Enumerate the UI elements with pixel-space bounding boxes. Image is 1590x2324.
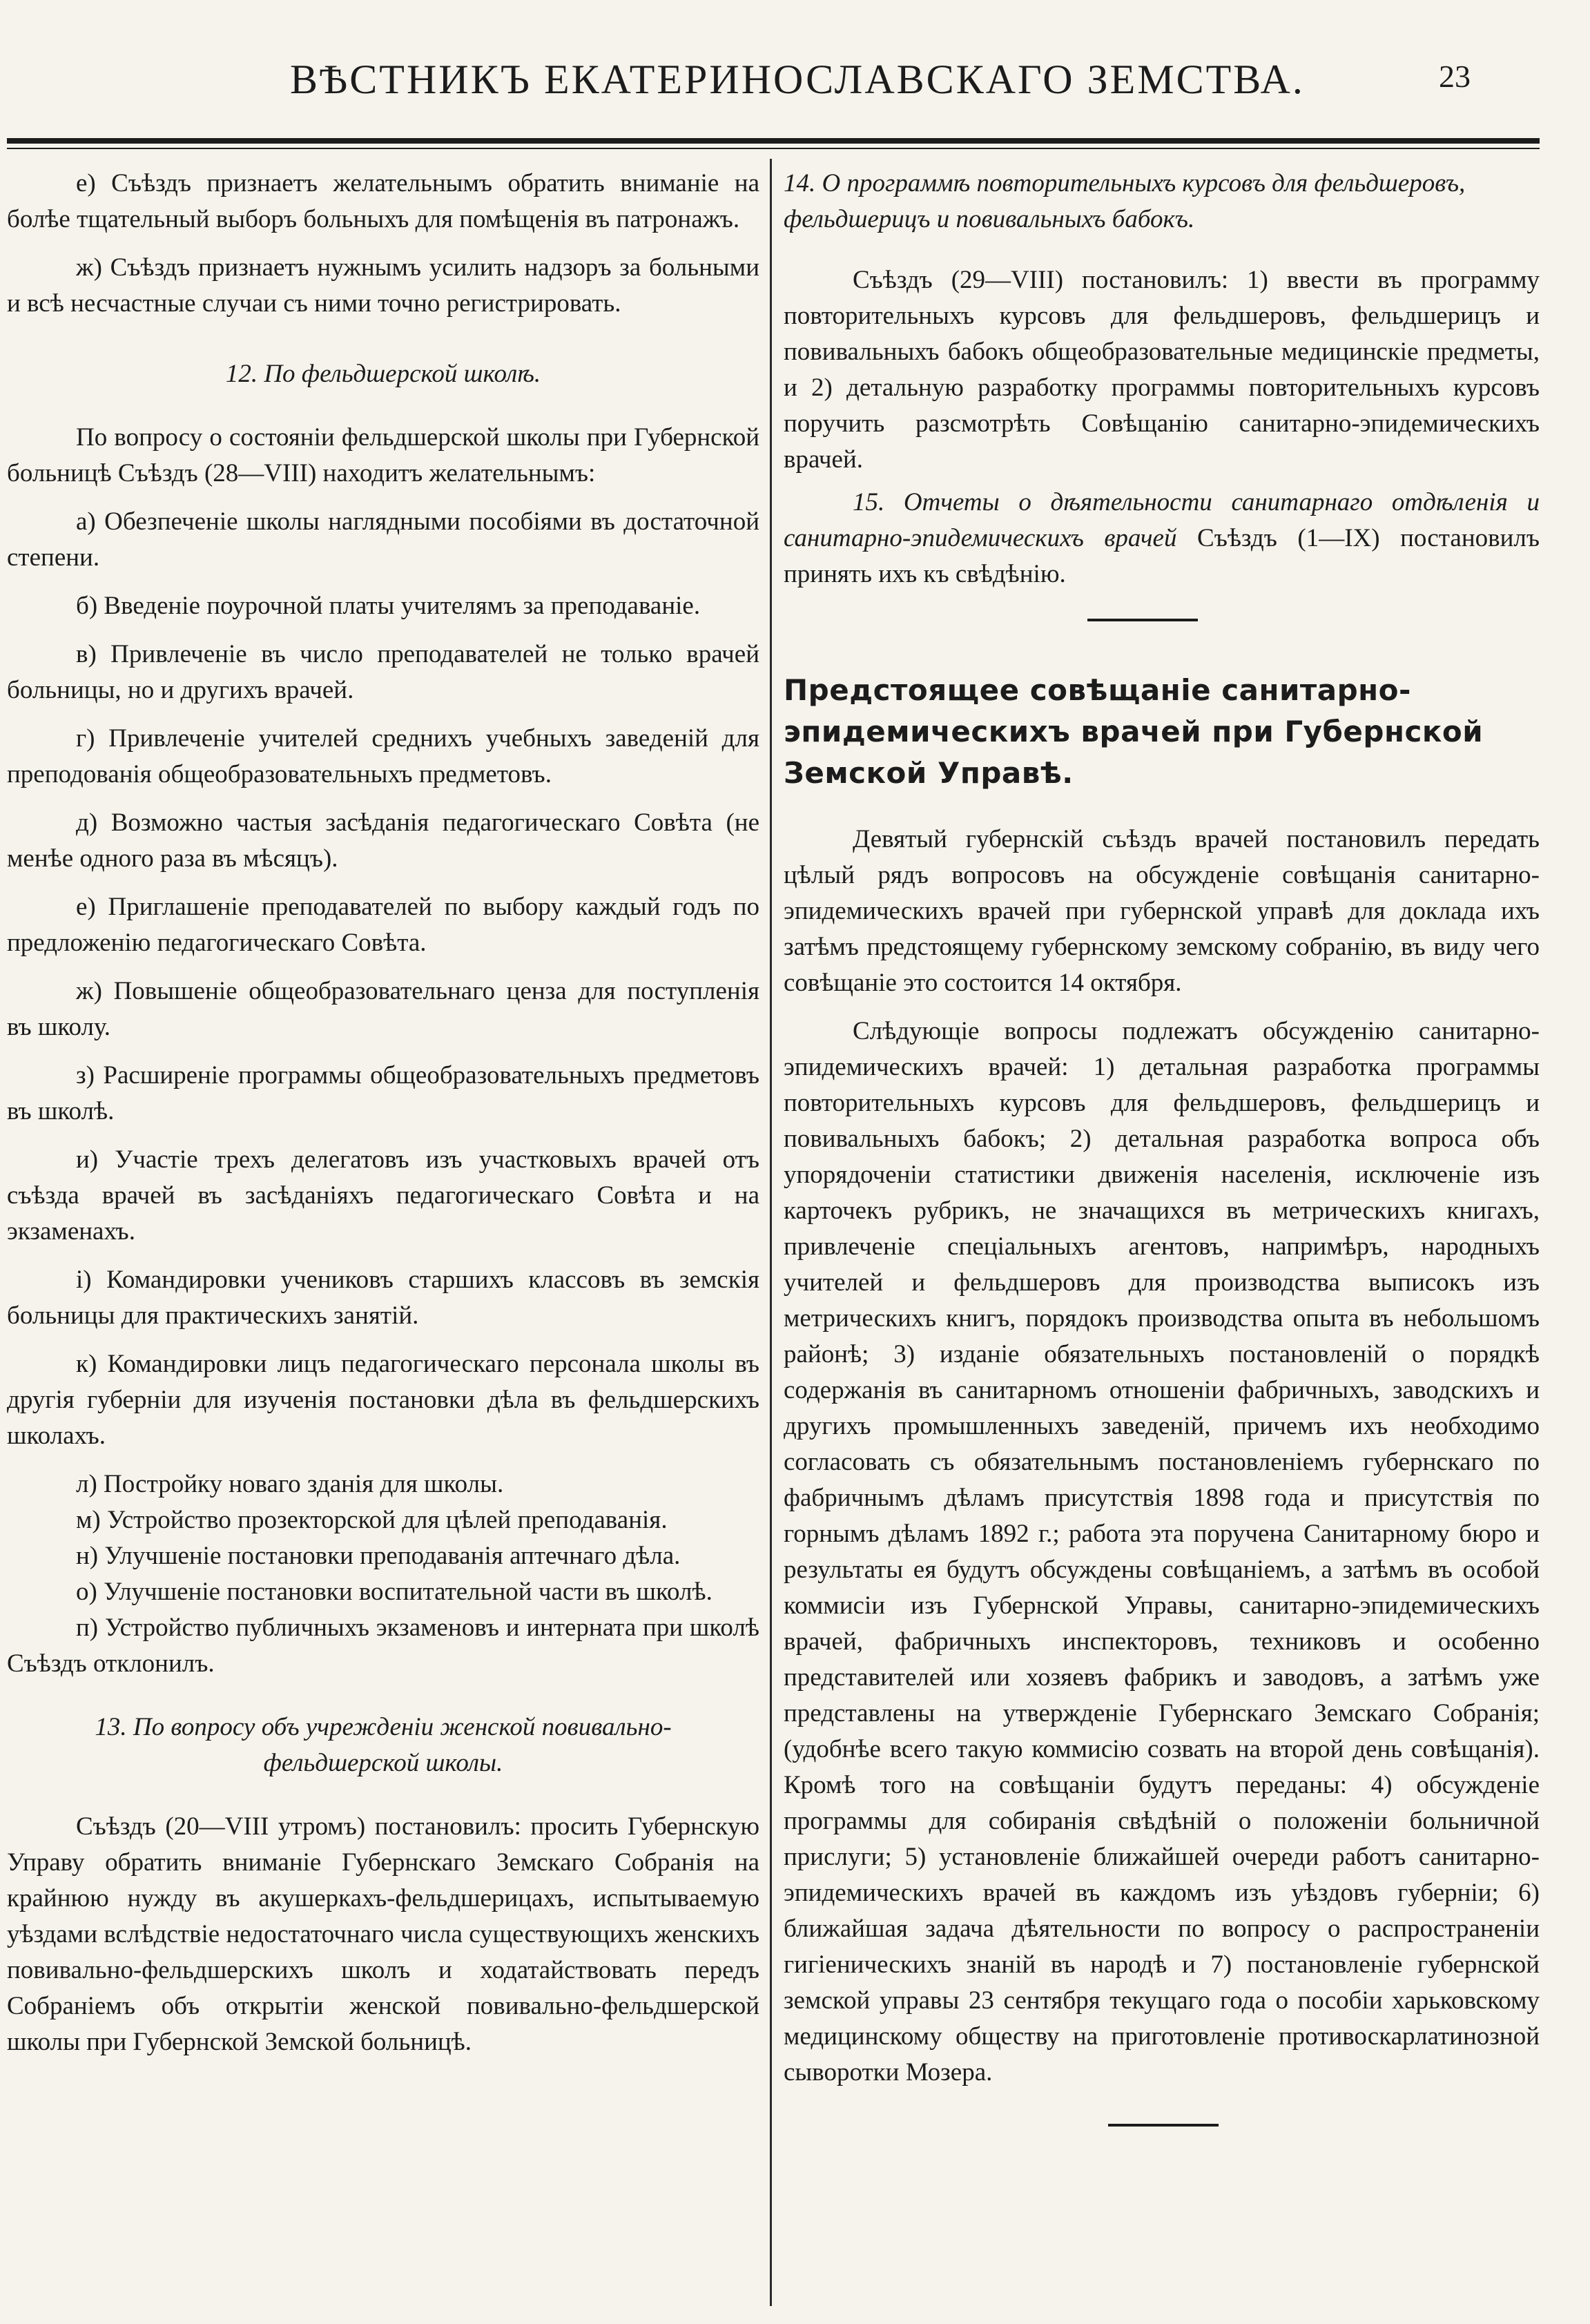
header-rule-thick	[7, 138, 1540, 144]
list-item: і) Командировки учениковъ старшихъ классовъ въ земскія больницы для практическихъ занятій.	[7, 1266, 759, 1330]
list-item: и) Участіе трехъ делегатовъ изъ участковыхъ врачей отъ съѣзда врачей въ засѣданіяхъ педагогическаго Совѣта и на экзаменахъ.	[7, 1145, 759, 1246]
list-item: к) Командировки лицъ педагогическаго персонала школы въ другія губерніи для изученія постановки дѣла въ фельдшерскихъ школахъ.	[7, 1350, 759, 1450]
section-paragraph: Съѣздъ (20—VIII утромъ) постановилъ: просить Губернскую Управу обратить вниманіе Губернскаго Земскаго Собранія на крайнюю нужду въ акушеркахъ-фельдшерицахъ, испытываемую уѣздами вслѣдствіе недостаточнаго числа существующихъ женскихъ повивально-фельдшерскихъ школъ и ходатайствовать передъ Собраніемъ объ открытіи женской повивально-фельдшерской школы при Губернской Земской больницѣ.	[7, 1812, 759, 2056]
list-item: з) Расширеніе программы общеобразовательныхъ предметовъ въ школѣ.	[7, 1061, 759, 1125]
section-heading-15: 15. Отчеты о дѣятельности санитарнаго отдѣленія и санитарно-эпидемическихъ врачей	[784, 488, 1540, 552]
list-item: м) Устройство прозекторской для цѣлей преподаванія.	[76, 1506, 668, 1534]
list-item: в) Привлеченіе въ число преподавателей не только врачей больницы, но и другихъ врачей.	[7, 640, 759, 704]
article-title: Предстоящее совѣщаніе санитарно-эпидемическихъ врачей при Губернской Земской Управѣ.	[784, 673, 1484, 790]
list-item: д) Возможно частыя засѣданія педагогическаго Совѣта (не менѣе одного раза въ мѣсяцъ).	[7, 808, 759, 873]
article-paragraph: Слѣдующіе вопросы подлежатъ обсужденію санитарно-эпидемическихъ врачей: 1) детальная разработка программы повторительныхъ курсовъ для фельдшеровъ, фельдшерицъ и повивальныхъ бабокъ; 2) детальная разработка вопроса объ упорядоченіи статистики движенія населенія, исключеніе изъ карточекъ рубрикъ, не значащихся въ метрическихъ книгахъ, привлеченіе спеціальныхъ агентовъ, напримѣръ, народныхъ учителей и фельдшеровъ для производства выписокъ изъ метрическихъ книгъ, порядокъ производства опыта въ небольшомъ районѣ; 3) изданіе обязательныхъ постановленій о порядкѣ содержанія въ санитарномъ отношеніи фабричныхъ, заводскихъ и другихъ промышленныхъ заведеній, причемъ ихъ необходимо согласовать съ обязательнымъ постановленіемъ губернскаго по фабричнымъ дѣламъ присутствія 1898 года и присутствія по горнымъ дѣламъ 1892 г.; работа эта поручена Санитарному бюро и результаты ея будутъ обсуждены совѣщаніемъ, а затѣмъ въ особой коммисіи изъ Губернской Управы, санитарно-эпидемическихъ врачей, фабричныхъ инспекторовъ, техниковъ и особенно представителей или хозяевъ фабрикъ и заводовъ, а затѣмъ уже представлены на утвержденіе Губернскаго Земскаго Собранія; (удобнѣе всего такую коммисію созвать на второй день совѣщанія). Кромѣ того на совѣщаніи будутъ переданы: 4) обсужденіе программы для собиранія свѣдѣній о положеніи больничной прислуги; 5) установленіе ближайшей очереди работъ санитарно-эпидемическихъ врачей въ каждомъ изъ уѣздовъ губерніи; 6) ближайшая задача дѣятельности по вопросу о распространеніи гигіеническихъ знаній въ народѣ и 7) постановленіе губернской земской управы 23 сентября текущаго года о пособіи харьковскому медицинскому обществу на приготовленіе противоскарлатинозной сыворотки Мозера.	[784, 1017, 1540, 2086]
item-paragraph: ж) Съѣздъ признаетъ нужнымъ усилить надзоръ за больными и всѣ несчастные случаи съ ними точно регистрировать.	[7, 253, 759, 318]
list-item: п) Устройство публичныхъ экзаменовъ и интерната при школѣ Съѣздъ отклонилъ.	[7, 1614, 759, 1678]
left-column	[7, 166, 759, 2073]
section-heading-13: 13. По вопросу объ учрежденіи женской повивально-фельдшерской школы.	[95, 1713, 672, 1777]
list-item: ж) Повышеніе общеобразовательнаго ценза для поступленія въ школу.	[7, 977, 759, 1041]
right-column	[784, 166, 1540, 2127]
page-number: 23	[1439, 59, 1471, 94]
section-15-text: Съѣздъ (1—IX) постановилъ принять ихъ къ свѣдѣнію.	[784, 524, 1540, 588]
list-item: а) Обезпеченіе школы наглядными пособіями въ достаточной степени.	[7, 507, 759, 572]
end-divider	[1108, 2124, 1219, 2127]
section-intro: По вопросу о состояніи фельдшерской школы при Губернской больницѣ Съѣздъ (28—VIII) находитъ желательнымъ:	[7, 423, 759, 487]
list-item: г) Привлеченіе учителей среднихъ учебныхъ заведеній для преподованія общеобразовательныхъ предметовъ.	[7, 724, 759, 788]
list-item: о) Улучшеніе постановки воспитательной части въ школѣ.	[76, 1578, 712, 1606]
list-item: б) Введеніе поурочной платы учителямъ за преподаваніе.	[76, 592, 701, 620]
section-15-paragraph	[784, 485, 1540, 592]
section-heading-12: 12. По фельдшерской школѣ.	[225, 360, 541, 388]
page-header	[0, 0, 1590, 138]
section-paragraph: Съѣздъ (29—VIII) постановилъ: 1) ввести въ программу повторительныхъ курсовъ для фельдшеровъ, фельдшерицъ и повивальныхъ бабокъ общеобразовательные медицинскіе предметы, и 2) детальную разработку программы повторительныхъ курсовъ поручить разсмотрѣть Совѣщанію санитарно-эпидемическихъ врачей.	[784, 266, 1540, 474]
list-item: л) Постройку новаго зданія для школы.	[76, 1470, 504, 1498]
item-paragraph: е) Съѣздъ признаетъ желательнымъ обратить вниманіе на болѣе тщательный выборъ больныхъ для помѣщенія въ патронажъ.	[7, 169, 759, 233]
list-item: е) Приглашеніе преподавателей по выбору каждый годъ по предложенію педагогическаго Совѣта.	[7, 893, 759, 957]
running-title: ВѢСТНИКЪ ЕКАТЕРИНОСЛАВСКАГО ЗЕМСТВА.	[290, 57, 1305, 102]
list-item: н) Улучшеніе постановки преподаванія аптечнаго дѣла.	[76, 1542, 681, 1570]
section-heading-14: 14. О программѣ повторительныхъ курсовъ для фельдшеровъ, фельдшерицъ и повивальныхъ бабокъ.	[784, 169, 1466, 233]
header-rule-thin	[7, 148, 1540, 149]
column-divider	[770, 159, 772, 2306]
article-paragraph: Девятый губернскій съѣздъ врачей постановилъ передать цѣлый рядъ вопросовъ на обсужденіе совѣщанія санитарно-эпидемическихъ врачей при губернской управѣ для доклада ихъ затѣмъ предстоящему губернскому земскому собранію, въ виду чего совѣщаніе это состоится 14 октября.	[784, 825, 1540, 997]
